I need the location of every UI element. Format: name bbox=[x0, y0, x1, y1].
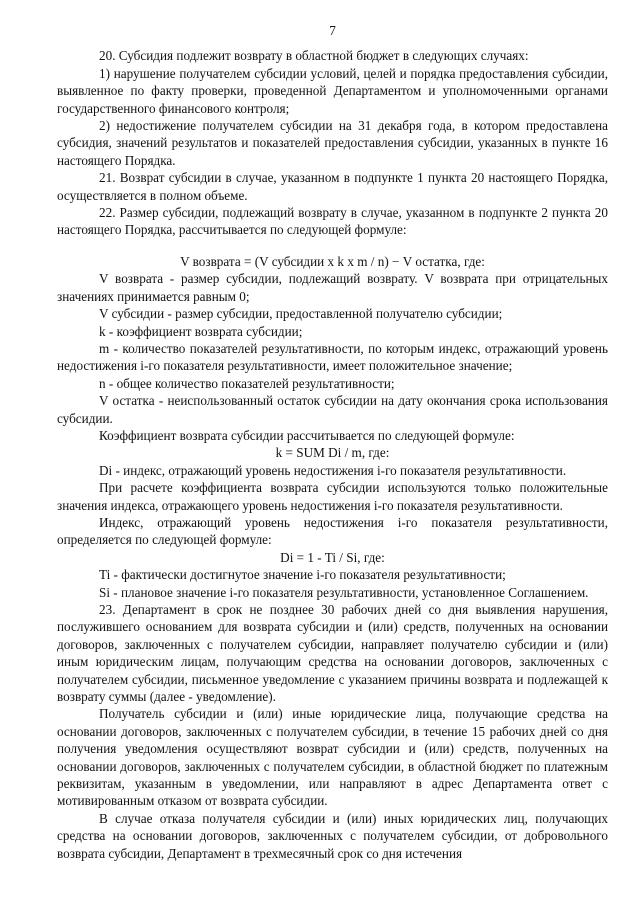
paragraph: Индекс, отражающий уровень недостижения i-го показателя результативности, определяется по следующей формуле: bbox=[57, 514, 608, 548]
paragraph: Si - плановое значение i-го показателя результативности, установленное Соглашением. bbox=[99, 584, 589, 600]
paragraph: 22. Размер субсидии, подлежащий возврату в случае, указанном в подпункте 2 пункта 20 настоящего Порядка, рассчитывается по следующей формуле: bbox=[57, 205, 608, 238]
paragraph: 20. Субсидия подлежит возврату в областной бюджет в следующих случаях: bbox=[99, 48, 529, 64]
formula-line: k = SUM Di / m, где: bbox=[275, 445, 390, 461]
paragraph: 1) нарушение получателем субсидии условий, целей и порядка предоставления субсидии, выявленное по факту проверки, проведенной Департаментом и уполномоченными органами государственного финансового контроля; bbox=[57, 65, 608, 116]
formula-line: V возврата = (V субсидии x k x m / n) − V остатка, где: bbox=[180, 253, 485, 269]
paragraph: При расчете коэффициента возврата субсидии используются только положительные значения индекса, отражающего уровень недостижения i-го показателя результативности. bbox=[57, 480, 608, 513]
paragraph: m - количество показателей результативности, по которым индекс, отражающий уровень недостижения i-го показателя результативности, имеет положительное значение; bbox=[57, 340, 608, 374]
paragraph: 2) недостижение получателем субсидии на 31 декабря года, в котором предоставлена субсидия, значений результатов и показателей предоставления субсидии, указанных в пункте 16 настоящего Порядка. bbox=[57, 118, 608, 168]
paragraph: V субсидии - размер субсидии, предоставленной получателю субсидии; bbox=[99, 306, 503, 322]
paragraph: 21. Возврат субсидии в случае, указанном в подпункте 1 пункта 20 настоящего Порядка, осуществляется в полном объеме. bbox=[57, 170, 608, 203]
paragraph: Di - индекс, отражающий уровень недостижения i-го показателя результативности. bbox=[99, 462, 567, 478]
paragraph: Ti - фактически достигнутое значение i-го показателя результативности; bbox=[99, 567, 506, 583]
paragraph: n - общее количество показателей результативности; bbox=[99, 375, 395, 391]
paragraph: Получатель субсидии и (или) иные юридические лица, получающие средства на основании договоров, заключенных с получателем субсидии, в течение 15 рабочих дней со дня получения уведомления осуществляют возврат субсидии и (или) средств, полученных на основании договоров, заключенных с получателем субсидии, в областной бюджет по платежным реквизитам, указанным в уведомлении, или направляют в адрес Департамента ответ с мотивированным отказом от возврата субсидии. bbox=[57, 706, 608, 809]
document-body bbox=[57, 47, 608, 862]
paragraph: В случае отказа получателя субсидии и (или) иных юридических лиц, получающих средства на основании договоров, заключенных с получателем субсидии, от добровольного возврата субсидии, Департамент в трехмесячный срок со дня истечения bbox=[57, 810, 608, 861]
formula-line: Di = 1 - Ti / Si, где: bbox=[280, 549, 385, 565]
paragraph: k - коэффициент возврата субсидии; bbox=[99, 323, 303, 339]
paragraph: 23. Департамент в срок не позднее 30 рабочих дней со дня выявления нарушения, послужившего основанием для возврата субсидии и (или) средств, полученных на основании договоров, заключенных с получателем субсидии, направляет получателю субсидии и (или) иным юридическим лицам, получающим средства на основании договоров, заключенных с получателем субсидии, письменное уведомление с указанием причины возврата и подлежащей к возврату суммы (далее - уведомление). bbox=[57, 602, 608, 705]
page-number: 7 bbox=[329, 23, 336, 38]
document-page bbox=[57, 22, 608, 862]
paragraph: V возврата - размер субсидии, подлежащий возврату. V возврата при отрицательных значениях принимается равным 0; bbox=[57, 271, 608, 304]
paragraph: V остатка - неиспользованный остаток субсидии на дату окончания срока использования субсидии. bbox=[57, 393, 608, 426]
paragraph: Коэффициент возврата субсидии рассчитывается по следующей формуле: bbox=[99, 427, 515, 443]
